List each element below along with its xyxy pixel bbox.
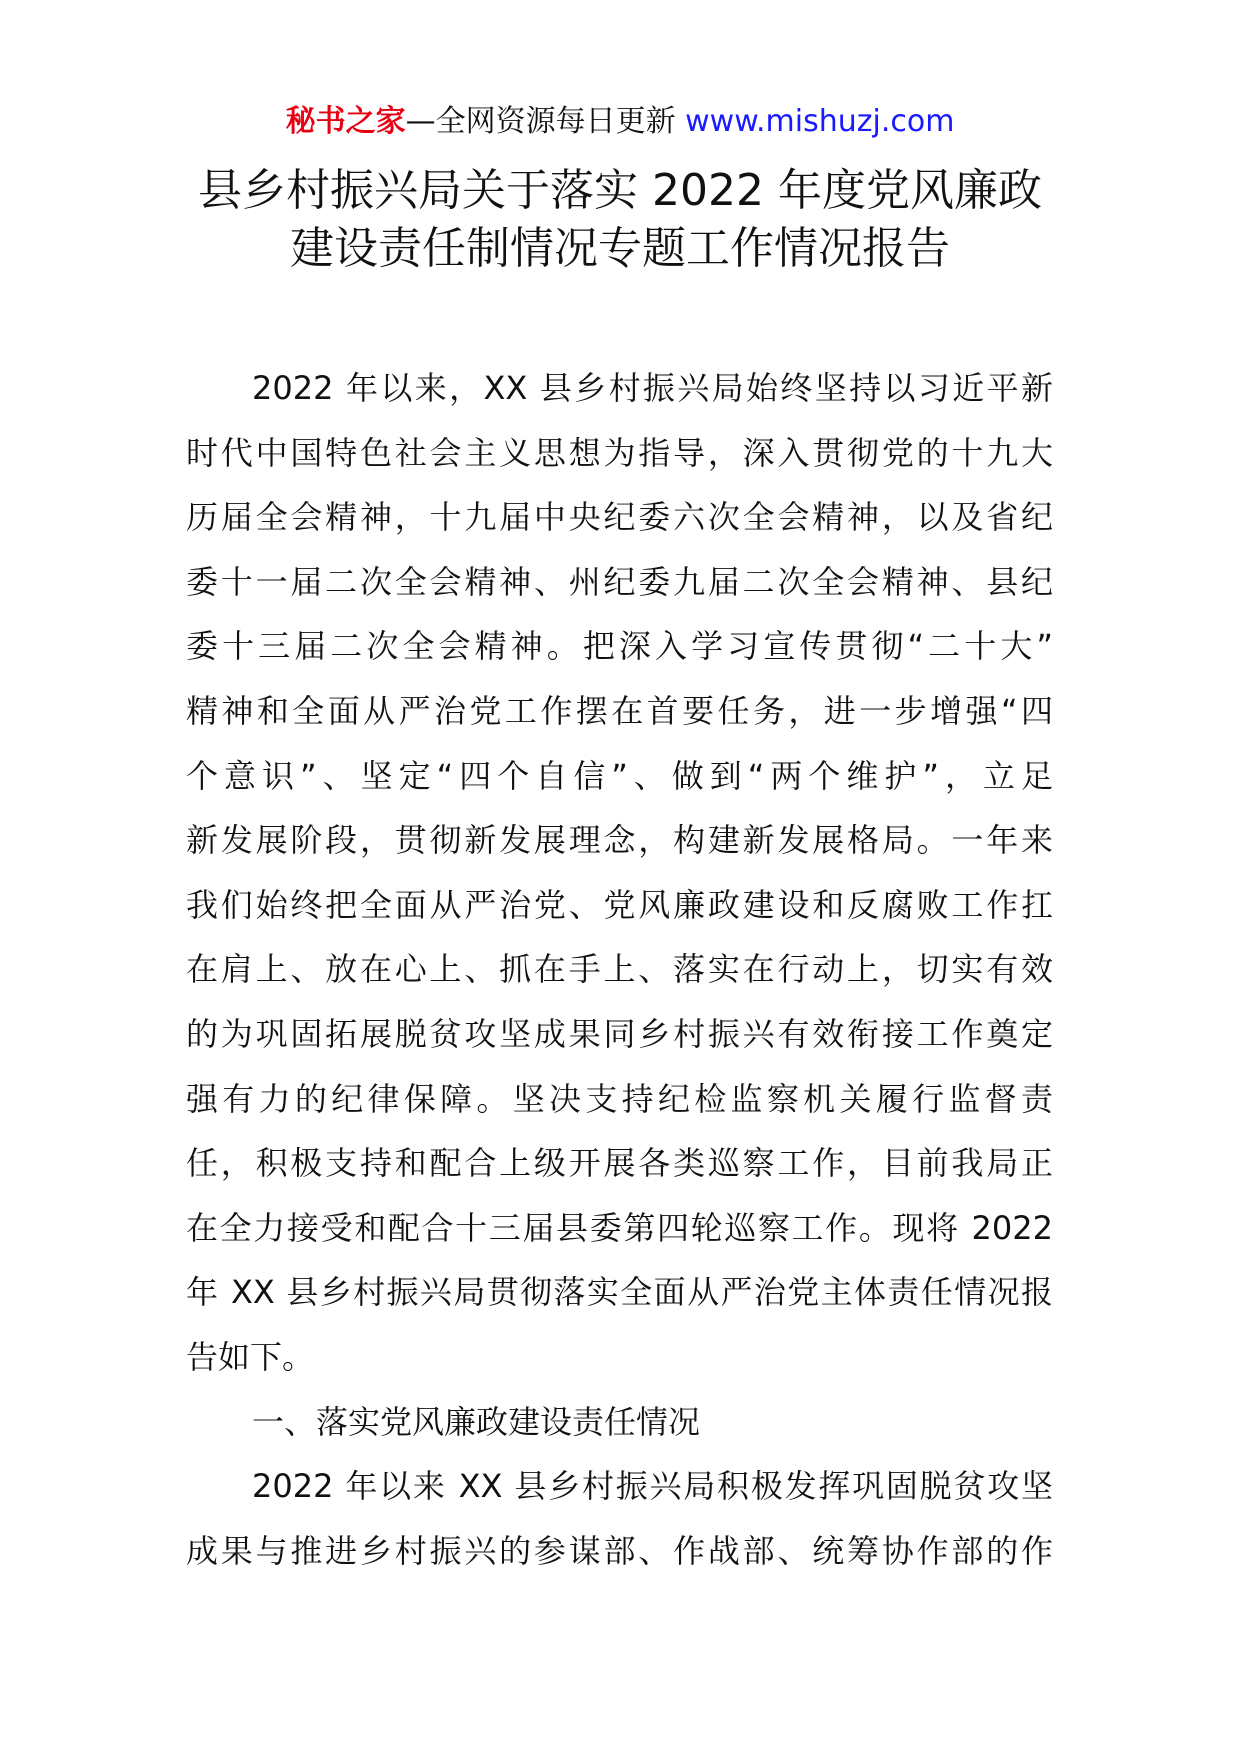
document-body — [186, 356, 1053, 1583]
text-line: 2022 年以来，XX 县乡村振兴局始终坚持以习近平新 — [252, 369, 1053, 407]
text-line: 个意识”、坚定“四个自信”、做到“两个维护”，立足 — [186, 756, 1053, 795]
text-line: 的为巩固拓展脱贫攻坚成果同乡村振兴有效衔接工作奠定 — [186, 1014, 1053, 1053]
text-line: 精神和全面从严治党工作摆在首要任务，进一步增强“四 — [186, 691, 1053, 730]
text-line: 任，积极支持和配合上级开展各类巡察工作，目前我局正 — [186, 1144, 1053, 1183]
text-line: 告如下。 — [186, 1337, 315, 1376]
section-heading: 一、落实党风廉政建设责任情况 — [252, 1402, 701, 1441]
title-line-1: 县乡村振兴局关于落实 2022 年度党风廉政 — [198, 165, 1042, 216]
text-line: 在全力接受和配合十三届县委第四轮巡察工作。现将 2022 — [186, 1208, 1053, 1247]
document-title — [0, 162, 1240, 278]
title-line-2: 建设责任制情况专题工作情况报告 — [290, 223, 950, 274]
text-line: 我们始终把全面从严治党、党风廉政建设和反腐败工作扛 — [186, 885, 1053, 924]
paragraph-2 — [186, 1454, 1053, 1583]
text-line: 新发展阶段，贯彻新发展理念，构建新发展格局。一年来 — [186, 821, 1053, 860]
text-line: 强有力的纪律保障。坚决支持纪检监察机关履行监督责 — [186, 1079, 1053, 1118]
text-line: 委十三届二次全会精神。把深入学习宣传贯彻“二十大” — [186, 627, 1053, 666]
site-url-link[interactable]: www.mishuzj.com — [685, 104, 955, 139]
site-brand: 秘书之家 — [285, 104, 406, 139]
text-line: 2022 年以来 XX 县乡村振兴局积极发挥巩固脱贫攻坚 — [252, 1467, 1053, 1506]
text-line: 成果与推进乡村振兴的参谋部、作战部、统筹协作部的作 — [186, 1531, 1053, 1570]
text-line: 委十一届二次全会精神、州纪委九届二次全会精神、县纪 — [186, 562, 1053, 601]
text-line: 年 XX 县乡村振兴局贯彻落实全面从严治党主体责任情况报 — [186, 1273, 1053, 1312]
site-banner — [0, 102, 1240, 142]
paragraph-1 — [186, 356, 1053, 1390]
text-line: 在肩上、放在心上、抓在手上、落实在行动上，切实有效 — [186, 950, 1053, 989]
text-line: 历届全会精神，十九届中央纪委六次全会精神，以及省纪 — [186, 498, 1053, 537]
text-line: 时代中国特色社会主义思想为指导，深入贯彻党的十九大 — [186, 433, 1053, 472]
site-slogan: —全网资源每日更新 — [405, 104, 686, 139]
